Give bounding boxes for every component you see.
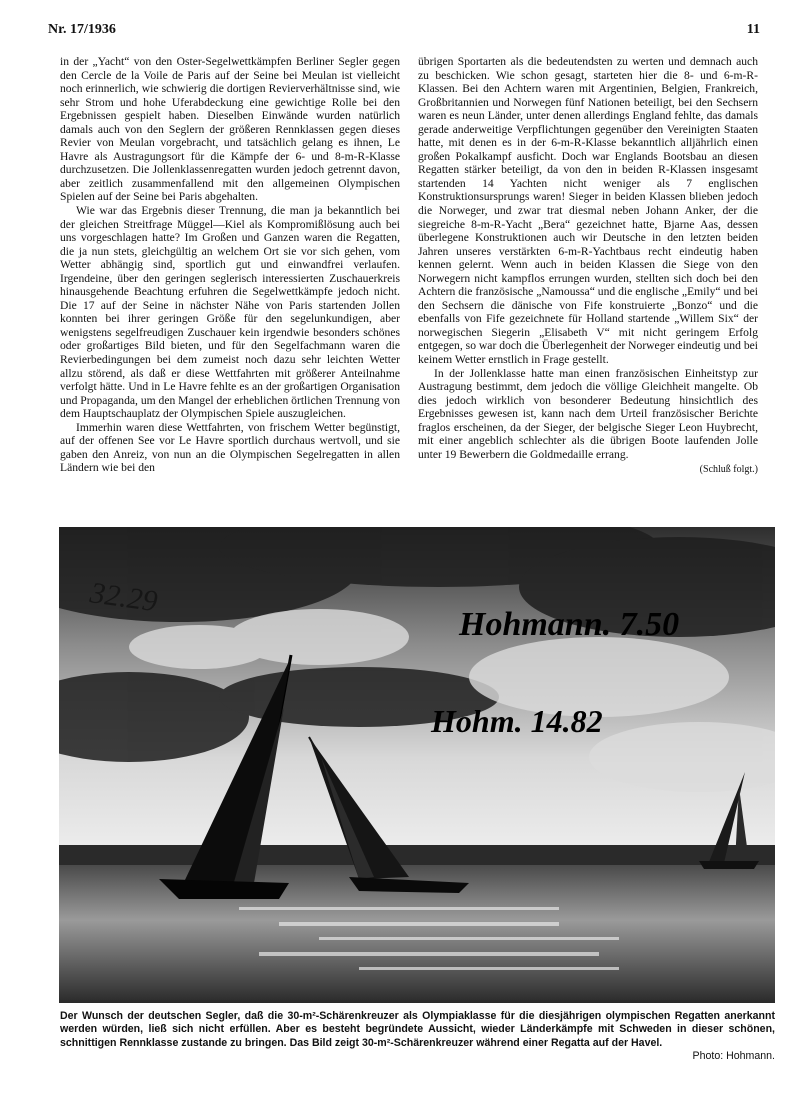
photo-credit: Photo: Hohmann. bbox=[692, 1049, 775, 1062]
photo-caption bbox=[60, 1010, 775, 1063]
page-number: 11 bbox=[746, 22, 760, 37]
issue-number: Nr. 17/1936 bbox=[48, 22, 116, 37]
paragraph: in der „Yacht“ von den Oster-Segelwettkämpfen Berliner Segler gegen den Cercle de la Voile de Paris auf der Seine bei Meulan ist vielleicht noch erinnerlich, wie schwierig die dortigen Revierverhältnisse sind, wie sehr Strom und hohe Uferabdeckung eine gewichtige Rolle bei den Ergebnissen gespielt haben. Dieselben Einwände wurden natürlich damals auch von den Seglern der größeren Rennklassen gegen dieses Revier von Meulan vorgebracht, und tatsächlich gelang es ihnen, Le Havre als Austragungsort für die Kämpfe der 6- und 8-m-R-Klasse durchzusetzen. Die Jollenklassenregatten wurden jedoch getrennt davon, aber zeitlich zusammenfallend mit den allgemeinen Olympischen Spielen auf der Seine bei Paris abgehalten. bbox=[60, 55, 400, 204]
paragraph: In der Jollenklasse hatte man einen französischen Einheitstyp zur Austragung bestimmt, dem jedoch die völlige Gleichheit mangelte. Ob dies jedoch wirklich von besonderer Bedeutung hinsichtlich des Ergebnisses gewesen ist, kann nach dem Urteil französischer Berichte fraglos erscheinen, da der Sieger, der belgische Sieger Leon Huybrecht, mit einer angeblich schlechter als die übrigen Boote laufenden Jolle unter 19 Bewerbern die Goldmedaille errang. bbox=[418, 366, 758, 461]
paragraph: Wie war das Ergebnis dieser Trennung, die man ja bekanntlich bei der gleichen Streitfrage Müggel—Kiel als Kompromißlösung auch bei uns vorgeschlagen hatte? Im Großen und Ganzen waren die Regatten, die ja nun stets, gleichgültig an welchem Ort sie vor sich gehen, vom Wetter abhängig sind, sportlich gut und einwandfrei verlaufen. Irgendeine, über den geringen seglerisch interessierten Zuschauerkreis hinausgehende Beachtung erfuhren die Segelwettkämpfe jedoch nicht. Die 17 auf der Seine in nächster Nähe von Paris startenden Jollen konnten bei ihrer geringen Größe für den segelunkundigen, aber wenigstens segelfreudigen Zuschauer kein irgendwie besonders schönes oder großartiges Bild bieten, und für den Segelfachmann waren die Revierbedingungen bei dem zumeist noch dazu sehr leichten Wetter allzu störend, als daß er diese Wettfahrten mit größerer Anteilnahme verfolgt hätte. Und in Le Havre fehlte es an der großartigen Organisation und Propaganda, um den Mangel der erheblichen örtlichen Trennung von dem Hauptschauplatz der Olympischen Spiele auszugleichen. bbox=[60, 204, 401, 421]
photo-illustration bbox=[59, 527, 775, 1003]
right-column bbox=[418, 55, 758, 477]
handwriting-lower: Hohm. 14.82 bbox=[431, 703, 603, 739]
paragraph: übrigen Sportarten als die bedeutendsten zu werten und demnach auch zu beschicken. Wie schon gesagt, starteten hier die 8- und 6-m-R-Klassen. Bei den Achtern waren mit Argentinien, Belgien, Frankreich, Großbritannien und Norwegen fünf Nationen beteiligt, bei den Sechsern waren es neun Länder, unter denen allerdings England fehlte, das damals gerade anderweitige Verpflichtungen gegenüber den Vereinigten Staaten hatte, mit denen es in der 6-m-R-Klasse bekanntlich alljährlich einen großen Pokalkampf ausficht. Doch war Englands Bootsbau an diesen Regatten stärker beteiligt, da von den in beiden R-Klassen insgesamt startenden 14 Yachten nicht weniger als 7 englischen Konstruktionsursprungs waren! Sieger in beiden Klassen blieben jedoch die Norweger, und zwar trat diesmal neben Johann Anker, der die siegreiche 8-m-R-Yacht „Bera“ gezeichnet hatte, Bjarne Aas, dessen überlegene Konstruktionen auch wir Deutsche in den letzten beiden Jahren unseres verstärkten 6-m-R-Yachtbaus recht eindeutig haben kennen gelernt. Wenn auch in beiden Klassen die Siege von den Norwegern nicht kampflos errungen wurden, stellten sich doch bei den Achtern die französische „Namoussa“ und die englische „Emily“ und bei den Sechsern die dänische von Fife konstruierte „Bonzo“ und die ebenfalls von Fife gezeichnete für Holland startende „Willem Six“ der norwegischen Siegerin „Elisabeth V“ mit nicht geringem Erfolg entgegen, so war doch die Überlegenheit der Norweger eindeutig und bei keinem Wetter ernstlich in Frage gestellt. bbox=[418, 55, 758, 367]
caption-text: Der Wunsch der deutschen Segler, daß die 30-m²-Schärenkreuzer als Olympiaklasse für die diesjährigen olympischen Regatten anerkannt werden würden, ließ sich nicht erfüllen. Aber es besteht begründete Aussicht, wieder Länderkämpfe mit Schweden in dieser schönen, schnittigen Rennklasse zustande zu bringen. Das Bild zeigt 30-m²-Schärenkreuzer während einer Regatta auf der Havel. bbox=[60, 1010, 775, 1049]
regatta-photo bbox=[59, 527, 775, 1003]
continued-note: (Schluß folgt.) bbox=[699, 464, 758, 476]
shoreline bbox=[59, 845, 775, 867]
handwriting-center: Hohmann. 7.50 bbox=[459, 606, 680, 643]
paragraph: Immerhin waren diese Wettfahrten, von frischem Wetter begünstigt, auf der offenen See vor Le Havre sportlich durchaus wertvoll, und sie gaben den Anreiz, von nun an die Olympischen Segelregatten in allen Ländern wie bei den bbox=[60, 420, 400, 475]
handwriting-top-left: 32.29 bbox=[88, 576, 160, 619]
left-column bbox=[60, 55, 400, 475]
page-header bbox=[48, 22, 760, 42]
